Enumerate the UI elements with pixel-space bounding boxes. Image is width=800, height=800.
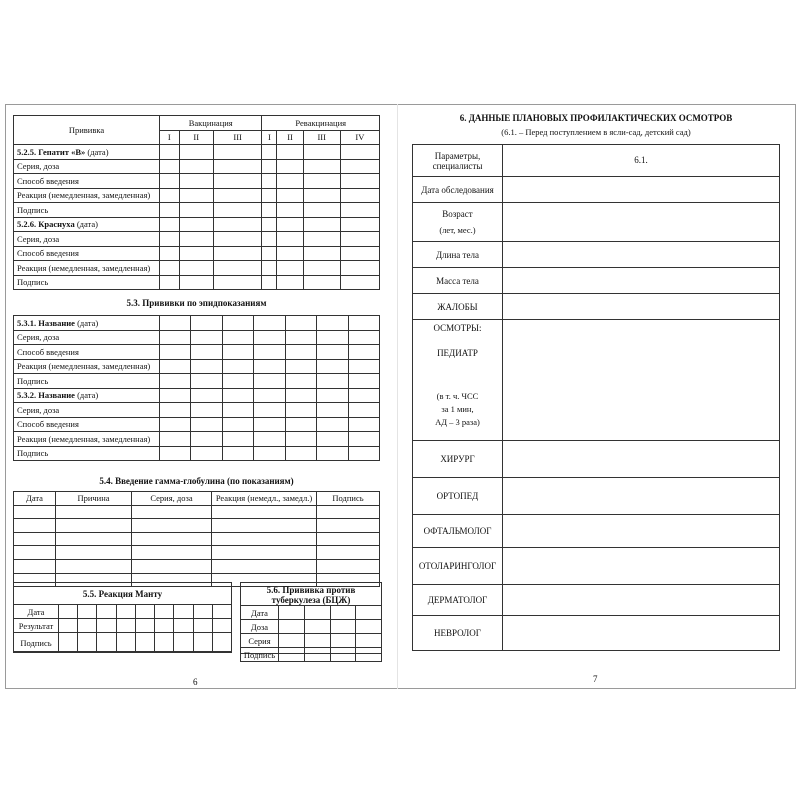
table-row — [413, 294, 780, 320]
epid-heading: 5.3. Прививки по эпидпоказаниям — [126, 298, 267, 308]
table-row — [14, 532, 380, 546]
table-row — [14, 505, 380, 519]
table-row: Подпись — [14, 275, 380, 290]
revacc-group-header: Ревакцинация — [262, 116, 380, 131]
table-row — [413, 585, 780, 616]
bcg-heading-1: 5.6. Прививка против — [266, 585, 356, 595]
table-row: Серия, доза — [14, 403, 380, 418]
revacc-col: III — [303, 130, 340, 145]
page-fold — [397, 104, 398, 689]
exams-table — [412, 144, 780, 651]
revacc-col: I — [262, 130, 277, 145]
page-number-left: 6 — [193, 677, 198, 687]
mantoux-table — [13, 604, 232, 653]
vacc-col: III — [213, 130, 262, 145]
bcg-heading-2: туберкулеза (БЦЖ) — [271, 595, 351, 605]
table-row: Серия, доза — [14, 159, 380, 174]
length-label: Длина тела — [413, 242, 503, 268]
table-row — [413, 515, 780, 548]
table-row: Реакция (немедленная, замедленная) — [14, 188, 380, 203]
complaints-label: ЖАЛОБЫ — [413, 294, 503, 320]
table-row: Дата Причина Серия, доза Реакция (немедл., замедл.) Подпись — [14, 492, 380, 506]
age-label: Возраст (лет, мес.) — [413, 203, 503, 242]
exams-subheading: (6.1. – Перед поступлением в ясли-сад, детский сад) — [501, 127, 691, 137]
table-row — [14, 388, 380, 403]
mass-label: Масса тела — [413, 268, 503, 294]
hep-b-title: 5.2.5. Гепатит «В» (дата) — [14, 145, 160, 160]
bcg-table — [240, 605, 382, 662]
table-row — [14, 145, 380, 160]
table-row: Способ введения — [14, 246, 380, 261]
epid-table — [13, 315, 380, 461]
table-row: Результат — [14, 619, 232, 633]
table-row: Способ введения — [14, 417, 380, 432]
table-row: Подпись — [14, 203, 380, 218]
table-row: Дата — [14, 605, 232, 619]
table-row: Подпись — [14, 446, 380, 461]
table-row: Дата — [241, 606, 382, 620]
table-row: Реакция (немедленная, замедленная) — [14, 432, 380, 447]
table-row — [14, 519, 380, 533]
page-number-right: 7 — [593, 674, 598, 684]
rubella-title: 5.2.6. Краснуха (дата) — [14, 217, 160, 232]
neurologist-label: НЕВРОЛОГ — [413, 616, 503, 651]
table-row — [413, 616, 780, 651]
table-row: Серия — [241, 634, 382, 648]
mantoux-heading: 5.5. Реакция Манту — [82, 589, 163, 599]
table-row — [413, 242, 780, 268]
table-row — [413, 320, 780, 441]
ophthalmologist-label: ОФТАЛЬМОЛОГ — [413, 515, 503, 548]
table-row: Подпись — [241, 648, 382, 662]
exam-date-label: Дата обследования — [413, 177, 503, 203]
epid-title-1: 5.3.1. Название (дата) — [14, 316, 160, 331]
table-row: Способ введения — [14, 345, 380, 360]
table-row — [14, 546, 380, 560]
params-cell: Параметры, специалисты — [413, 145, 503, 177]
orthopedist-label: ОРТОПЕД — [413, 478, 503, 515]
table-row — [413, 268, 780, 294]
table-row — [14, 559, 380, 573]
vacc-group-header: Вакцинация — [160, 116, 262, 131]
pediatr-cell: ОСМОТРЫ: ПЕДИАТР (в т. ч. ЧСС за 1 мин, АД – 3 раза) — [413, 320, 503, 441]
vacc-col: I — [160, 130, 180, 145]
otolaryngologist-label: ОТОЛАРИНГОЛОГ — [413, 548, 503, 585]
dermatologist-label: ДЕРМАТОЛОГ — [413, 585, 503, 616]
table-row — [413, 177, 780, 203]
table-row: Реакция (немедленная, замедленная) — [14, 359, 380, 374]
table-row: Способ введения — [14, 174, 380, 189]
table-row: Подпись — [14, 633, 232, 653]
vacc-col: II — [179, 130, 213, 145]
gamma-heading: 5.4. Введение гамма-глобулина (по показаниям) — [99, 476, 294, 486]
table-row: Серия, доза — [14, 232, 380, 247]
table-row: Подпись — [14, 374, 380, 389]
gamma-table — [13, 491, 380, 587]
epid-title-2: 5.3.2. Название (дата) — [14, 388, 160, 403]
table-row: Серия, доза — [14, 330, 380, 345]
table-row — [413, 478, 780, 515]
table-row — [413, 145, 780, 177]
surgeon-label: ХИРУРГ — [413, 441, 503, 478]
revacc-col: IV — [340, 130, 379, 145]
vaccine-table — [13, 115, 380, 290]
table-row — [14, 217, 380, 232]
table-row: Доза — [241, 620, 382, 634]
revacc-col: II — [277, 130, 303, 145]
table-row — [14, 316, 380, 331]
table-row — [413, 203, 780, 242]
table-row — [413, 441, 780, 478]
bcg-box — [240, 582, 382, 660]
mantoux-box — [13, 582, 232, 652]
table-row: Реакция (немедленная, замедленная) — [14, 261, 380, 276]
table-row — [413, 548, 780, 585]
col-6-1: 6.1. — [503, 145, 780, 177]
exams-heading: 6. ДАННЫЕ ПЛАНОВЫХ ПРОФИЛАКТИЧЕСКИХ ОСМОТРОВ — [459, 113, 733, 123]
vaccine-col-header: Прививка — [14, 116, 160, 145]
